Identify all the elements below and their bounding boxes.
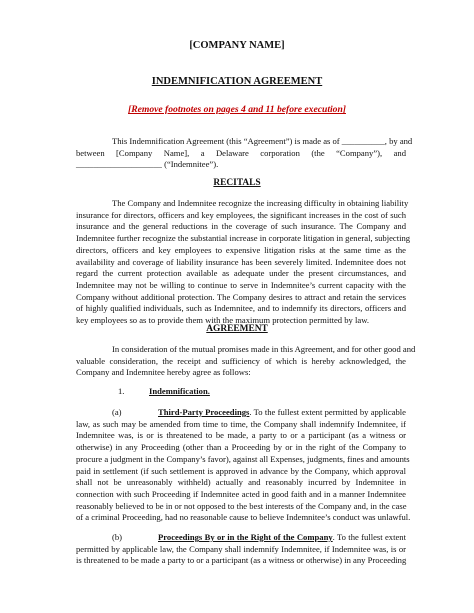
subsection-b-heading: Proceedings By or in the Right of the Company — [158, 532, 333, 542]
agreement-heading-text: AGREEMENT — [206, 324, 268, 334]
recitals-line: directors, officers and key employees to expensive litigation risks at the same time as the — [76, 244, 406, 255]
subsection-a-line: of a criminal Proceeding, had no reasonable cause to believe Indemnitee’s conduct was unlawful. — [76, 512, 411, 523]
agreement-heading — [0, 323, 474, 335]
intro-line-text: This Indemnification Agreement (this “Agreement”) is made as of __________, by and — [112, 136, 413, 146]
section-1-title: Indemnification. — [149, 386, 210, 396]
recitals-line: availability and coverage of liability insurance has been severely limited. Indemnitee does not — [76, 256, 406, 267]
recitals-line: Indemnitee may not be willing to continue to serve in Indemnitee’s current capacity with the — [76, 279, 406, 290]
agreement-line: valuable consideration, the receipt and sufficiency of which is hereby acknowledged, the — [76, 355, 406, 366]
intro-line: between [Company Name], a Delaware corporation (the “Company”), and — [76, 147, 406, 158]
agreement-line: Company and Indemnitee hereby agree as follows: — [76, 367, 251, 378]
recitals-line: regard the current protection available as adequate under the present circumstances, and — [76, 268, 406, 279]
subsection-a-line: procure a judgment in the Company’s favor), against all Expenses, judgments, fines and amounts — [76, 453, 410, 464]
subsection-a — [76, 407, 411, 524]
recitals-paragraph — [76, 198, 411, 327]
intro-line: ____________________ (“Indemnitee”). — [76, 159, 219, 170]
agreement-line-text: In consideration of the mutual promises made in this Agreement, and for other good and — [112, 344, 416, 354]
agreement-paragraph — [76, 344, 416, 379]
subsection-b-line: permitted by applicable law, the Company shall indemnify Indemnitee, if Indemnitee was, is or — [76, 543, 406, 554]
removal-note — [0, 104, 474, 116]
subsection-b-first-line — [76, 532, 406, 544]
subsection-a-heading: Third-Party Proceedings — [158, 407, 250, 417]
subsection-b-line: is threatened to be made a party to or a participant (as a witness or otherwise) in any Proceeding — [76, 555, 407, 566]
recitals-heading-text: RECITALS — [213, 178, 261, 188]
subsection-a-first-line — [76, 407, 406, 419]
subsection-a-line: reasonably believed to be in or not opposed to the best interests of the Company and, in the case — [76, 500, 407, 511]
recitals-line: Indemnitee further recognize the substantial increase in corporate litigation in general, subjecting — [76, 233, 411, 244]
subsection-b-label: (b) — [112, 532, 123, 542]
subsection-a-line: connection with such Proceeding if Indemnitee acted in good faith and in a manner Indemnitee — [76, 488, 406, 499]
recitals-line — [76, 198, 409, 210]
recitals-line: of highly qualified individuals, such as Indemnitee, and to indemnify its directors, officers and — [76, 303, 406, 314]
subsection-a-line: Indemnitee was, is or is threatened to be made, a party to or a participant (as a witness or — [76, 430, 406, 441]
company-name-heading: [COMPANY NAME] — [189, 40, 285, 51]
subsection-a-line: shall not be unreasonably withheld) actually and reasonably incurred by Indemnitee in — [76, 477, 406, 488]
section-1-number: 1. — [118, 386, 125, 396]
recitals-line: key employees so as to provide them with the maximum protection permitted by law. — [76, 315, 369, 326]
agreement-line — [76, 344, 416, 356]
recitals-heading — [0, 177, 474, 189]
subsection-a-first-line-rest: . To the fullest extent permitted by applicable — [249, 407, 407, 417]
subsection-a-line: paid in settlement (if such settlement is approved in advance by the Company, which approval — [76, 465, 406, 476]
subsection-b — [76, 532, 406, 567]
removal-note-text: [Remove footnotes on pages 4 and 11 before execution] — [128, 104, 346, 115]
subsection-a-label: (a) — [112, 407, 122, 417]
recitals-line: insurance and the general reductions in the coverage of such insurance. The Company and — [76, 221, 406, 232]
intro-paragraph — [76, 136, 413, 171]
agreement-title-text: INDEMNIFICATION AGREEMENT — [151, 76, 323, 87]
recitals-line: insurance for directors, officers and key employees, the significant increases in the cost of such — [76, 209, 406, 220]
agreement-title — [0, 76, 474, 88]
subsection-a-line: otherwise) in any Proceeding (other than a Proceeding by or in the right of the Company to — [76, 442, 406, 453]
intro-line — [76, 136, 413, 148]
subsection-a-line: law, as such may be amended from time to time, the Company shall indemnify Indemnitee, if — [76, 418, 406, 429]
recitals-line-text: The Company and Indemnitee recognize the increasing difficulty in obtaining liability — [112, 198, 409, 208]
recitals-line: Company without additional protection. The Company desires to attract and retain the services — [76, 291, 406, 302]
subsection-b-first-line-rest: . To the fullest extent — [332, 532, 406, 542]
